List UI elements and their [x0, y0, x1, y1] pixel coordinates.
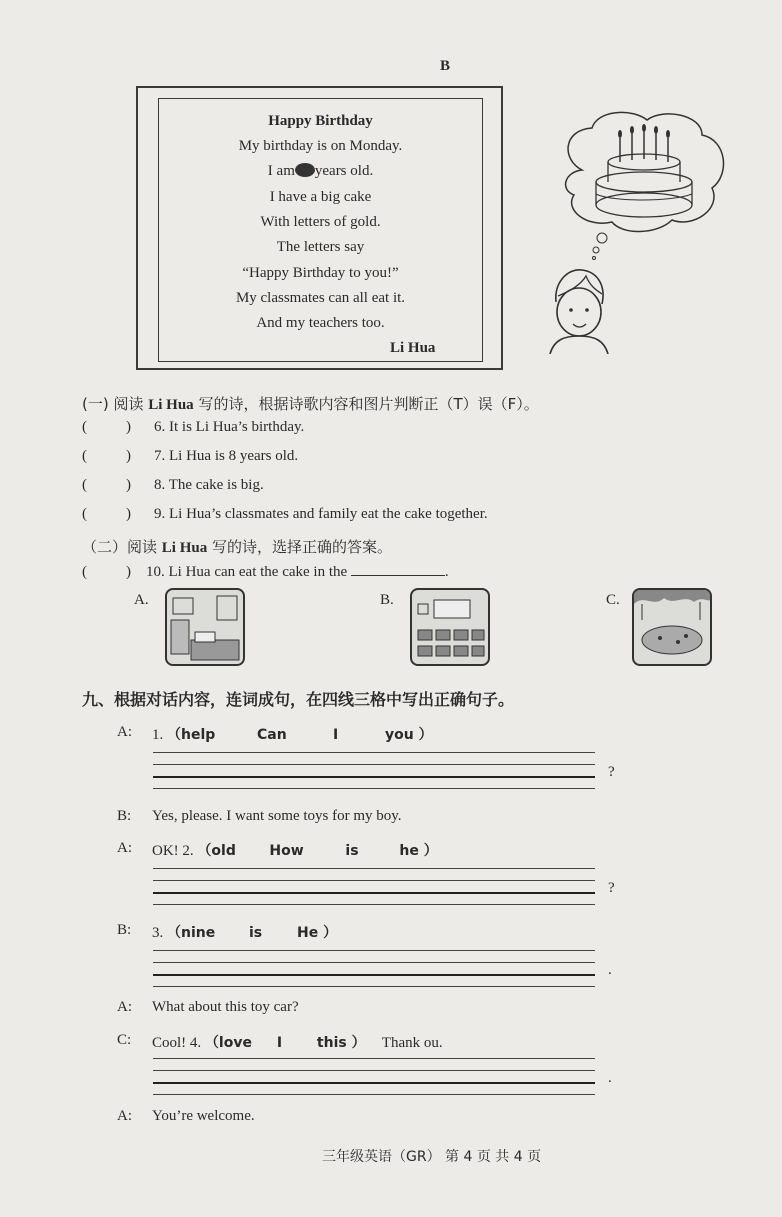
poem-line-6: “Happy Birthday to you!” [242, 265, 399, 281]
answer-paren-close: ) [126, 506, 131, 522]
speaker-label: B: [117, 808, 132, 824]
section-label: B [440, 58, 451, 74]
dialogue-line-2: Yes, please. I want some toys for my boy. [152, 808, 402, 824]
option-a-label[interactable]: A. [134, 592, 149, 608]
poem-line-8: And my teachers too. [256, 315, 385, 331]
speaker-label: A: [117, 1108, 132, 1124]
dialogue-line-5: What about this toy car? [152, 999, 299, 1015]
end-mark-1: ? [608, 764, 615, 780]
speaker-label: B: [117, 922, 132, 938]
answer-blank[interactable] [351, 563, 445, 576]
poem-author: Li Hua [390, 340, 436, 356]
poem-line-3: I have a big cake [269, 189, 372, 205]
poem-line-2-prefix: I am [267, 163, 295, 179]
end-mark-4: . [608, 1070, 612, 1086]
dialogue-line-7: You’re welcome. [152, 1108, 255, 1124]
question-7: ( ) 7. Li Hua is 8 years old. [82, 448, 299, 464]
poem-title: Happy Birthday [268, 113, 373, 129]
ink-blot [295, 163, 315, 177]
option-b-classroom-image[interactable] [410, 588, 490, 666]
answer-paren-open[interactable]: ( [82, 448, 87, 464]
answer-paren-close: ) [126, 564, 131, 580]
answer-paren-close: ) [126, 419, 131, 435]
option-b-label[interactable]: B. [380, 592, 394, 608]
answer-paren-open[interactable]: ( [82, 564, 87, 580]
option-c-label[interactable]: C. [606, 592, 620, 608]
answer-paren-open[interactable]: ( [82, 419, 87, 435]
page-footer: 三年级英语（GR） 第 4 页 共 4 页 [322, 1149, 542, 1165]
question-6: ( ) 6. It is Li Hua’s birthday. [82, 419, 305, 435]
option-a-bedroom-image[interactable] [165, 588, 245, 666]
poem-line-7: My classmates can all eat it. [235, 290, 406, 306]
answer-paren-open[interactable]: ( [82, 477, 87, 493]
poem-line-4: With letters of gold. [260, 214, 381, 230]
boy-face-icon [546, 262, 612, 354]
birthday-cake-thought-bubble [552, 110, 732, 260]
speaker-label: A: [117, 724, 132, 740]
poem-line-2 [158, 162, 483, 180]
poem-line-2-suffix: years old. [314, 163, 374, 179]
dialogue-line-4: 3. （nine is He ） [152, 925, 338, 941]
question-9: ( ) 9. Li Hua’s classmates and family eat the cake together. [82, 506, 488, 522]
speaker-label: A: [117, 840, 132, 856]
poem-line-1: My birthday is on Monday. [238, 138, 403, 154]
dialogue-line-6: Cool! 4. （love I this ） Thank ou. [152, 1035, 443, 1051]
dialogue-line-3: OK! 2. （old How is he ） [152, 843, 438, 859]
poem-line-5: The letters say [276, 239, 365, 255]
question-8: ( ) 8. The cake is big. [82, 477, 264, 493]
part1-instruction: (一) 阅读 Li Hua 写的诗，根据诗歌内容和图片判断正（T）误（F）。 [82, 395, 539, 413]
answer-paren-open[interactable]: ( [82, 506, 87, 522]
end-mark-3: . [608, 962, 612, 978]
option-c-park-image[interactable] [632, 588, 712, 666]
dialogue-line-1: 1. （help Can I you ） [152, 727, 433, 743]
end-mark-2: ? [608, 880, 615, 896]
speaker-label: A: [117, 999, 132, 1015]
question-10: ( ) 10. Li Hua can eat the cake in the . [82, 564, 449, 580]
part9-title: 九、根据对话内容，连词成句，在四线三格中写出正确句子。 [82, 690, 515, 709]
answer-paren-close: ) [126, 477, 131, 493]
answer-paren-close: ) [126, 448, 131, 464]
speaker-label: C: [117, 1032, 132, 1048]
part2-instruction: （二）阅读 Li Hua 写的诗，选择正确的答案。 [82, 538, 392, 556]
